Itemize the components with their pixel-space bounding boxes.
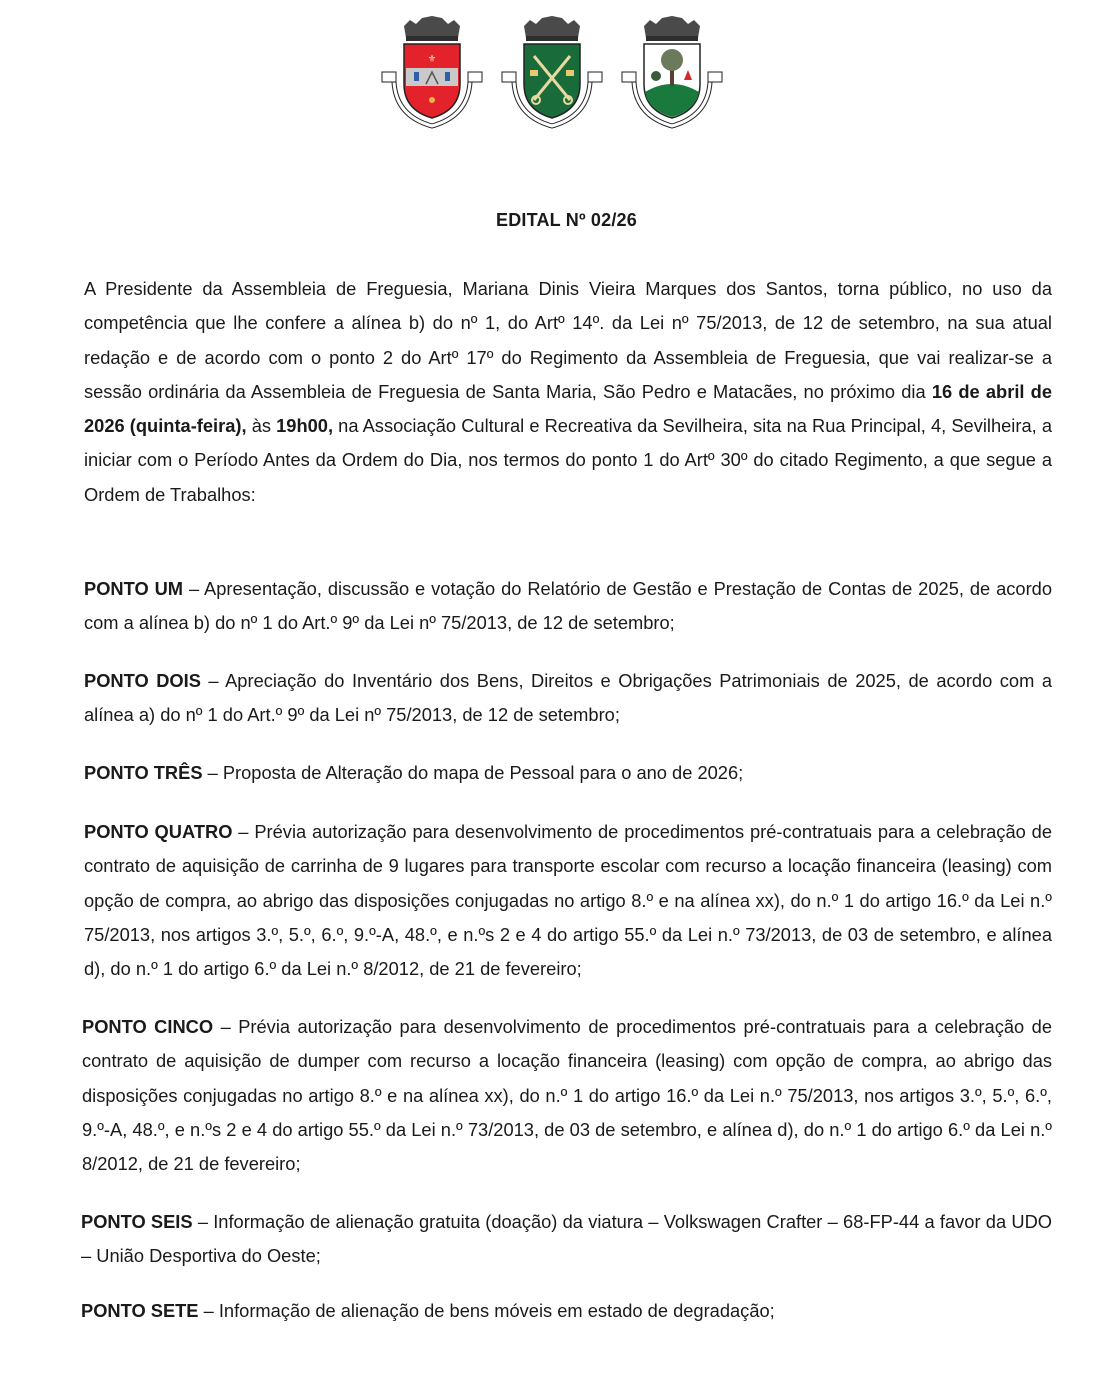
agenda-item-text: – Prévia autorização para desenvolvimento de procedimentos pré-contratuais para a celebração de contrato de aquisição de carrinha de 9 lugares para transporte escolar com recurso a locação financeira (leasing) com opção de compra, ao abrigo das disposições conjugadas no artigo 8.º e na alínea xx), do n.º 1 do artigo 16.º da Lei n.º 75/2013, nos artigos 3.º, 5.º, 6.º, 9.º-A, 48.º, e n.ºs 2 e 4 do artigo 55.º da Lei n.º 73/2013, de 03 de setembro, e alínea d), do n.º 1 do artigo 6.º da Lei n.º 8/2012, de 21 de fevereiro; — [84, 821, 1052, 980]
agenda-item-text: – Informação de alienação gratuita (doação) da viatura – Volkswagen Crafter – 68-FP-44 a favor da UDO – União Desportiva do Oeste; — [81, 1211, 1052, 1267]
agenda-item-label: PONTO QUATRO — [84, 821, 233, 842]
agenda-item-text: – Apresentação, discussão e votação do Relatório de Gestão e Prestação de Contas de 2025, de acordo com a alínea b) do nº 1 do Art.º 9º da Lei nº 75/2013, de 12 de setembro; — [84, 578, 1053, 634]
agenda-item-text: – Prévia autorização para desenvolvimento de procedimentos pré-contratuais para a celebração de contrato de aquisição de dumper com recurso a locação financeira (leasing) com opção de compra, ao abrigo das disposições conjugadas no artigo 8.º e na alínea xx), do n.º 1 do artigo 16.º da Lei n.º 75/2013, nos artigos 3.º, 5.º, 6.º, 9.º-A, 48.º, e n.ºs 2 e 4 do artigo 55.º da Lei n.º 73/2013, de 03 de setembro, e alínea d), do n.º 1 do artigo 6.º da Lei n.º 8/2012, de 21 de fevereiro; — [82, 1016, 1052, 1175]
agenda-item-7 — [81, 1294, 1049, 1328]
intro-text: A Presidente da Assembleia de Freguesia, Mariana Dinis Vieira Marques dos Santos, torna público, no uso da competência que lhe confere a alínea b) do nº 1, do Artº 14º. da Lei nº 75/2013, de 12 de setembro, na sua atual redação e de acordo com o ponto 2 do Artº 17º do Regimento da Assembleia de Freguesia, que vai realizar-se a sessão ordinária da Assembleia de Freguesia de Santa Maria, São Pedro e Matacães, no próximo dia — [84, 278, 1052, 402]
agenda-item-label: PONTO SEIS — [81, 1211, 193, 1232]
agenda-item-text: – Apreciação do Inventário dos Bens, Direitos e Obrigações Patrimoniais de 2025, de acordo com a alínea a) do nº 1 do Art.º 9º da Lei nº 75/2013, de 12 de setembro; — [84, 670, 1052, 726]
agenda-item-2 — [84, 664, 1052, 733]
meeting-date: 16 de abril de 2026 (quinta-feira), — [84, 380, 1052, 437]
crests-header — [0, 14, 1103, 134]
svg-text:⚜: ⚜ — [427, 54, 436, 65]
agenda-item-text: – Proposta de Alteração do mapa de Pessoal para o ano de 2026; — [202, 762, 744, 783]
agenda-item-4 — [84, 815, 1052, 986]
matacaes-crest-icon — [616, 14, 728, 134]
agenda-item-label: PONTO CINCO — [82, 1016, 214, 1037]
agenda-item-6 — [81, 1205, 1052, 1274]
agenda-item-label: PONTO TRÊS — [84, 762, 203, 783]
agenda-item-3 — [84, 756, 1052, 790]
agenda-item-label: PONTO SETE — [81, 1300, 199, 1321]
agenda-item-label: PONTO DOIS — [84, 670, 201, 691]
santa-maria-crest-icon — [376, 14, 488, 134]
agenda-item-label: PONTO UM — [84, 578, 184, 599]
agenda-item-5 — [82, 1010, 1052, 1181]
intro-text-3: na Associação Cultural e Recreativa da Sevilheira, sita na Rua Principal, 4, Sevilheira, a iniciar com o Período Antes da Ordem do Dia, nos termos do ponto 1 do Artº 30º do citado Regimento, a que segue a Ordem de Trabalhos: — [84, 415, 1052, 505]
sao-pedro-crest-icon — [496, 14, 608, 134]
agenda-item-text: – Informação de alienação de bens móveis em estado de degradação; — [198, 1300, 775, 1321]
agenda-item-1 — [84, 572, 1052, 641]
document-title: EDITAL Nº 02/26 — [496, 210, 637, 230]
intro-paragraph — [84, 272, 1052, 512]
intro-text-2: às — [246, 415, 277, 437]
meeting-time: 19h00, — [276, 415, 334, 437]
